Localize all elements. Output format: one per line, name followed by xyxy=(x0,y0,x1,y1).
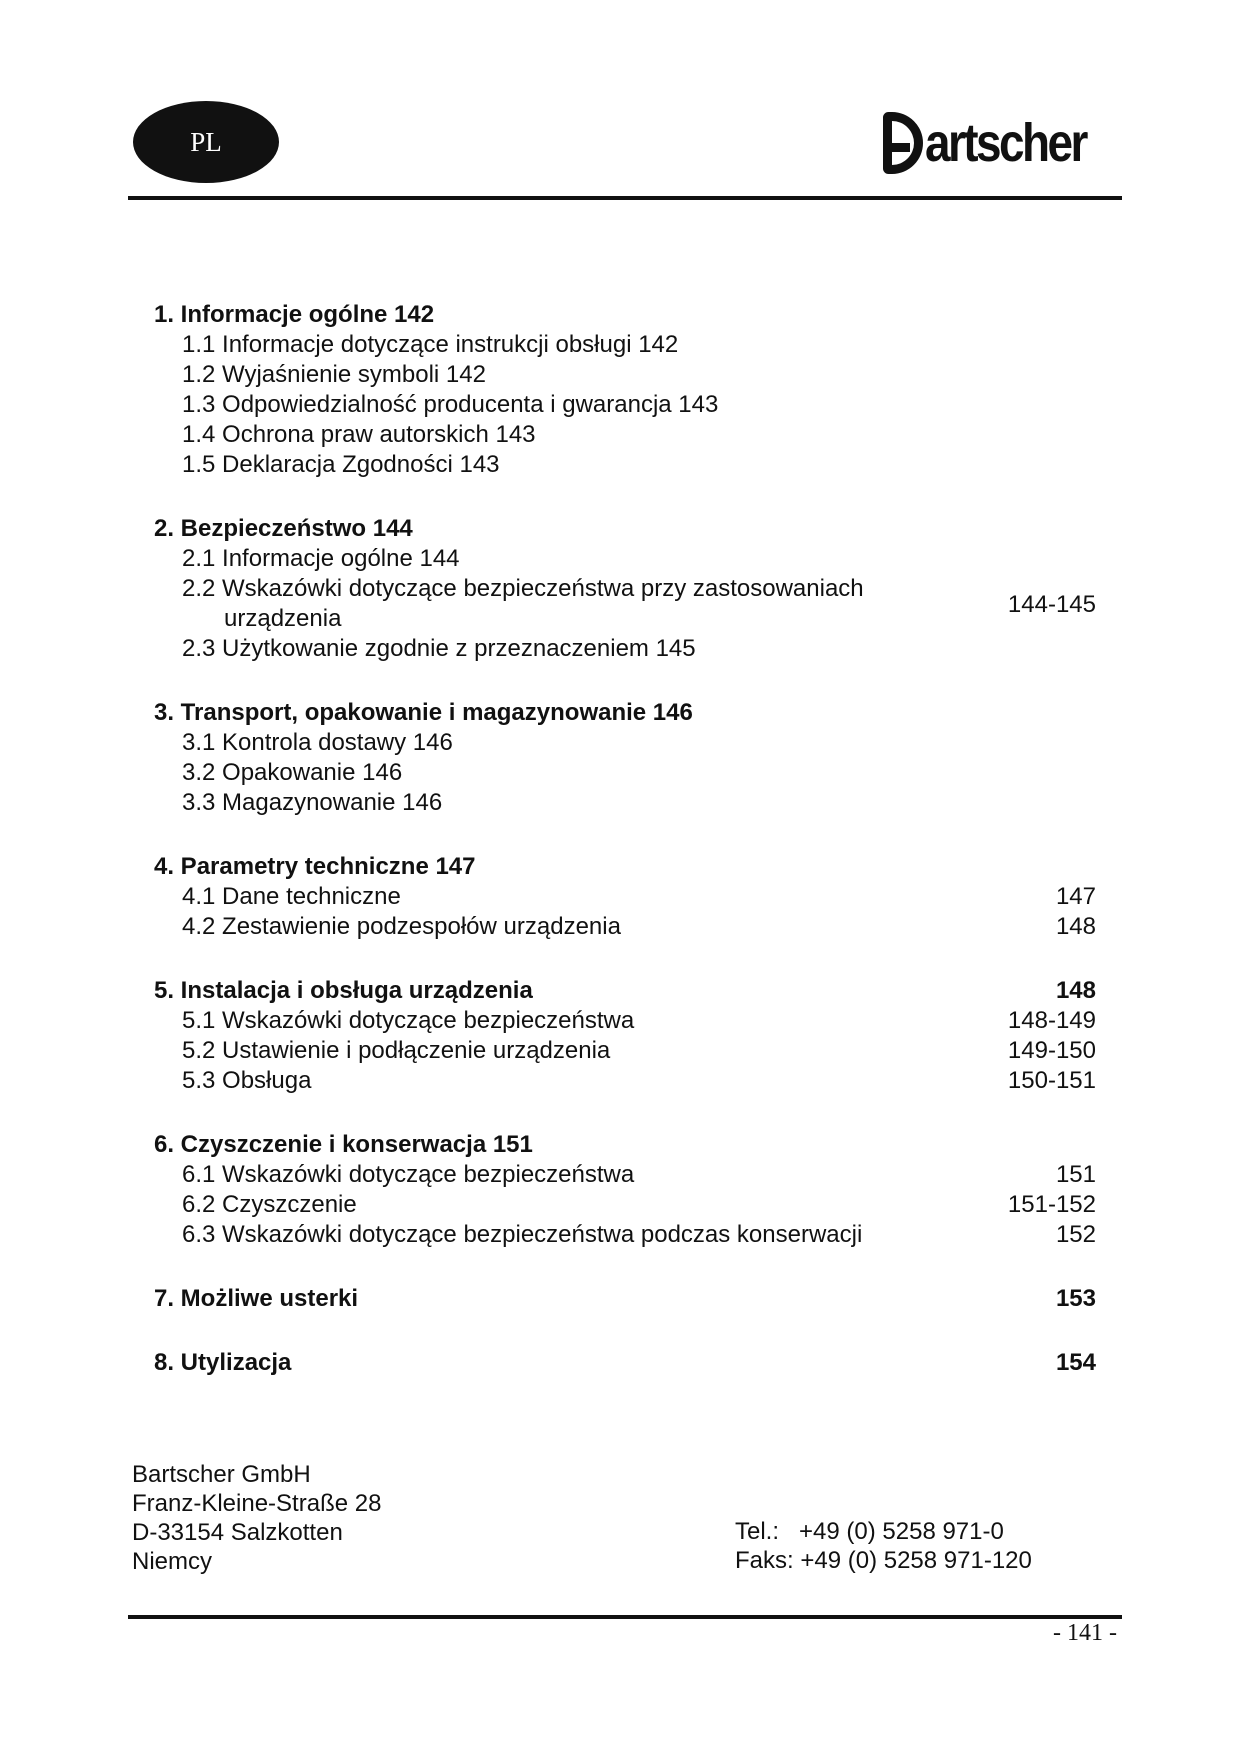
language-badge: PL xyxy=(133,101,279,183)
table-of-contents xyxy=(154,300,1096,1378)
toc-entry[interactable]: 5.3 Obsługa 150-151 xyxy=(182,1067,1096,1094)
toc-entry[interactable]: 1.5 Deklaracja Zgodności 143 xyxy=(182,451,500,478)
street: Franz-Kleine-Straße 28 xyxy=(132,1490,382,1517)
toc-entry[interactable]: 5. Instalacja i obsługa urządzenia 148 xyxy=(154,977,1096,1004)
logo-b-mark xyxy=(883,112,923,174)
toc-entry[interactable]: 4.1 Dane techniczne 147 xyxy=(182,883,1096,910)
company-address xyxy=(132,1460,381,1576)
toc-entry[interactable]: 3.3 Magazynowanie 146 xyxy=(182,789,443,816)
toc-entry[interactable]: 5.2 Ustawienie i podłączenie urządzenia 149-150 xyxy=(182,1037,1096,1064)
toc-entry[interactable]: 8. Utylizacja 154 xyxy=(154,1349,1096,1376)
toc-entry[interactable]: 6.2 Czyszczenie 151-152 xyxy=(182,1191,1096,1218)
header-rule xyxy=(128,196,1122,200)
country: Niemcy xyxy=(132,1548,213,1575)
city: D-33154 Salzkotten xyxy=(132,1519,343,1546)
toc-entry[interactable]: 1.3 Odpowiedzialność producenta i gwarancja 143 xyxy=(182,391,719,418)
toc-entry[interactable]: 3. Transport, opakowanie i magazynowanie 146 xyxy=(154,699,693,726)
toc-entry[interactable]: 2. Bezpieczeństwo 144 xyxy=(154,515,413,542)
toc-entry[interactable]: 2.2 Wskazówki dotyczące bezpieczeństwa przy zastosowaniach urządzenia 144-145 xyxy=(182,575,1096,632)
bartscher-logo xyxy=(883,112,1114,174)
phone: Tel.: +49 (0) 5258 971-0 xyxy=(735,1518,1004,1545)
logo-wordmark: artscher xyxy=(924,113,1086,173)
page-number: - 141 - xyxy=(1053,1620,1117,1646)
contact-info xyxy=(735,1517,1032,1575)
toc-entry[interactable]: 2.1 Informacje ogólne 144 xyxy=(182,545,460,572)
toc-entry[interactable]: 1.1 Informacje dotyczące instrukcji obsługi 142 xyxy=(182,331,679,358)
toc-entry[interactable]: 6.1 Wskazówki dotyczące bezpieczeństwa 151 xyxy=(182,1161,1096,1188)
company-name: Bartscher GmbH xyxy=(132,1461,311,1488)
toc-entry[interactable]: 1. Informacje ogólne 142 xyxy=(154,301,435,328)
toc-entry[interactable]: 4.2 Zestawienie podzespołów urządzenia 148 xyxy=(182,913,1096,940)
toc-entry[interactable]: 6.3 Wskazówki dotyczące bezpieczeństwa podczas konserwacji 152 xyxy=(182,1221,1096,1248)
toc-entry[interactable]: 4. Parametry techniczne 147 xyxy=(154,853,476,880)
toc-entry[interactable]: 3.2 Opakowanie 146 xyxy=(182,759,403,786)
toc-entry[interactable]: 3.1 Kontrola dostawy 146 xyxy=(182,729,453,756)
fax: Faks: +49 (0) 5258 971-120 xyxy=(735,1547,1032,1574)
toc-entry[interactable]: 5.1 Wskazówki dotyczące bezpieczeństwa 148-149 xyxy=(182,1007,1096,1034)
toc-entry[interactable]: 7. Możliwe usterki 153 xyxy=(154,1285,1096,1312)
toc-entry[interactable]: 1.2 Wyjaśnienie symboli 142 xyxy=(182,361,486,388)
toc-entry[interactable]: 2.3 Użytkowanie zgodnie z przeznaczeniem 145 xyxy=(182,635,696,662)
footer-rule xyxy=(128,1615,1122,1619)
toc-entry[interactable]: 6. Czyszczenie i konserwacja 151 xyxy=(154,1131,533,1158)
toc-entry[interactable]: 1.4 Ochrona praw autorskich 143 xyxy=(182,421,536,448)
